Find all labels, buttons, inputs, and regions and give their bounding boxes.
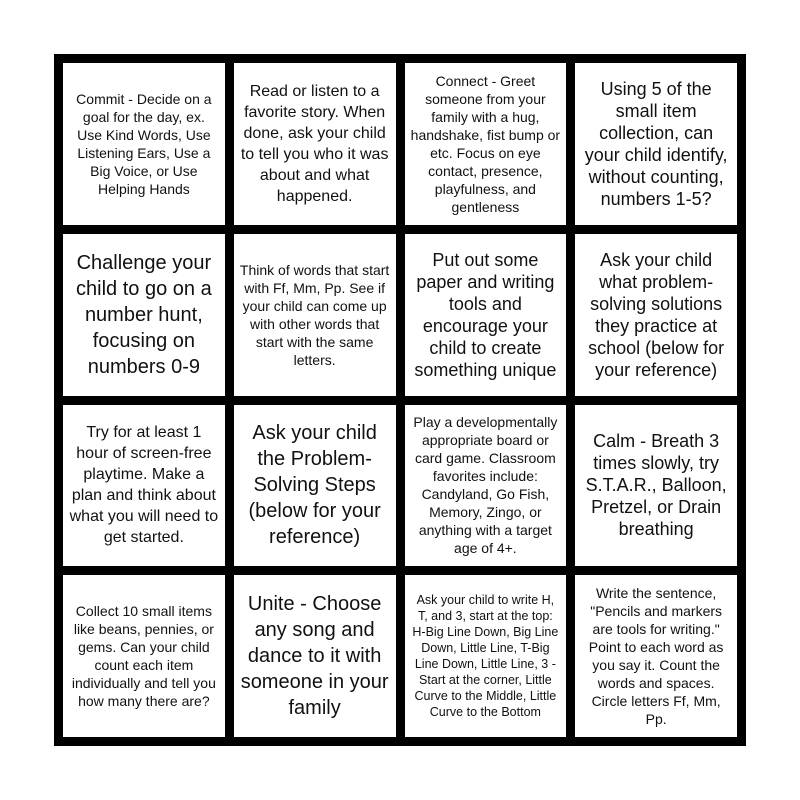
bingo-cell-r4-c3[interactable] [405, 575, 567, 737]
cell-text: Put out some paper and writing tools and encourage your child to create something unique [414, 249, 557, 380]
bingo-cell-r2-c2[interactable] [234, 234, 396, 396]
cell-text: Connect - Greet someone from your family with a hug, handshake, fist bump or etc. Focus on eye contact, presence, playfulness, and gentleness [410, 72, 561, 215]
bingo-cell-r4-c4[interactable] [575, 575, 737, 737]
cell-text: Commit - Decide on a goal for the day, ex. Use Kind Words, Use Listening Ears, Use a Big Voice, or Use Helping Hands [76, 90, 212, 197]
cell-text: Try for at least 1 hour of screen-free playtime. Make a plan and think about what you will need to get started. [69, 424, 219, 547]
cell-text: Think of words that start with Ff, Mm, Pp. See if your child can come up with other words that start with the same letters. [239, 261, 390, 368]
cell-text: Challenge your child to go on a number hunt, focusing on numbers 0-9 [76, 251, 212, 378]
cell-text: Calm - Breath 3 times slowly, try S.T.A.R., Balloon, Pretzel, or Drain breathing [585, 431, 727, 540]
cell-text: Unite - Choose any song and dance to it with someone in your family [240, 593, 389, 720]
cell-text: Write the sentence, "Pencils and markers are tools for writing." Point to each word as you say it. Count the words and spaces. Circle letters Ff, Mm, Pp. [588, 585, 724, 728]
bingo-cell-r4-c1[interactable] [63, 575, 225, 737]
cell-text: Using 5 of the small item collection, can your child identify, without counting, numbers 1-5? [584, 78, 728, 209]
cell-text: Ask your child what problem-solving solutions they practice at school (below for your reference) [588, 249, 725, 380]
bingo-cell-r3-c1[interactable] [63, 405, 225, 567]
bingo-cell-r2-c3[interactable] [405, 234, 567, 396]
cell-text: Play a developmentally appropriate board or card game. Classroom favorites include: Candyland, Go Fish, Memory, Zingo, or anything with a target age of 4+. [413, 414, 558, 557]
cell-text: Collect 10 small items like beans, pennies, or gems. Can your child count each item individually and tell you how many there are? [71, 603, 216, 710]
cell-text: Read or listen to a favorite story. When done, ask your child to tell you who it was about and what happened. [240, 82, 389, 205]
bingo-cell-r1-c1[interactable] [63, 63, 225, 225]
cell-text: Ask your child to write H, T, and 3, start at the top: H-Big Line Down, Big Line Down, Little Line, T-Big Line Down, Little Line, 3 - Start at the corner, Little Curve to the Middle, Little Curve to the Bottom [412, 593, 559, 720]
bingo-cell-r3-c2[interactable] [234, 405, 396, 567]
bingo-cell-r4-c2[interactable] [234, 575, 396, 737]
bingo-cell-r2-c4[interactable] [575, 234, 737, 396]
bingo-cell-r3-c3[interactable] [405, 405, 567, 567]
bingo-board [54, 54, 746, 746]
bingo-cell-r1-c4[interactable] [575, 63, 737, 225]
bingo-cell-r1-c3[interactable] [405, 63, 567, 225]
bingo-cell-r2-c1[interactable] [63, 234, 225, 396]
bingo-cell-r3-c4[interactable] [575, 405, 737, 567]
bingo-cell-r1-c2[interactable] [234, 63, 396, 225]
cell-text: Ask your child the Problem-Solving Steps (below for your reference) [248, 422, 381, 549]
